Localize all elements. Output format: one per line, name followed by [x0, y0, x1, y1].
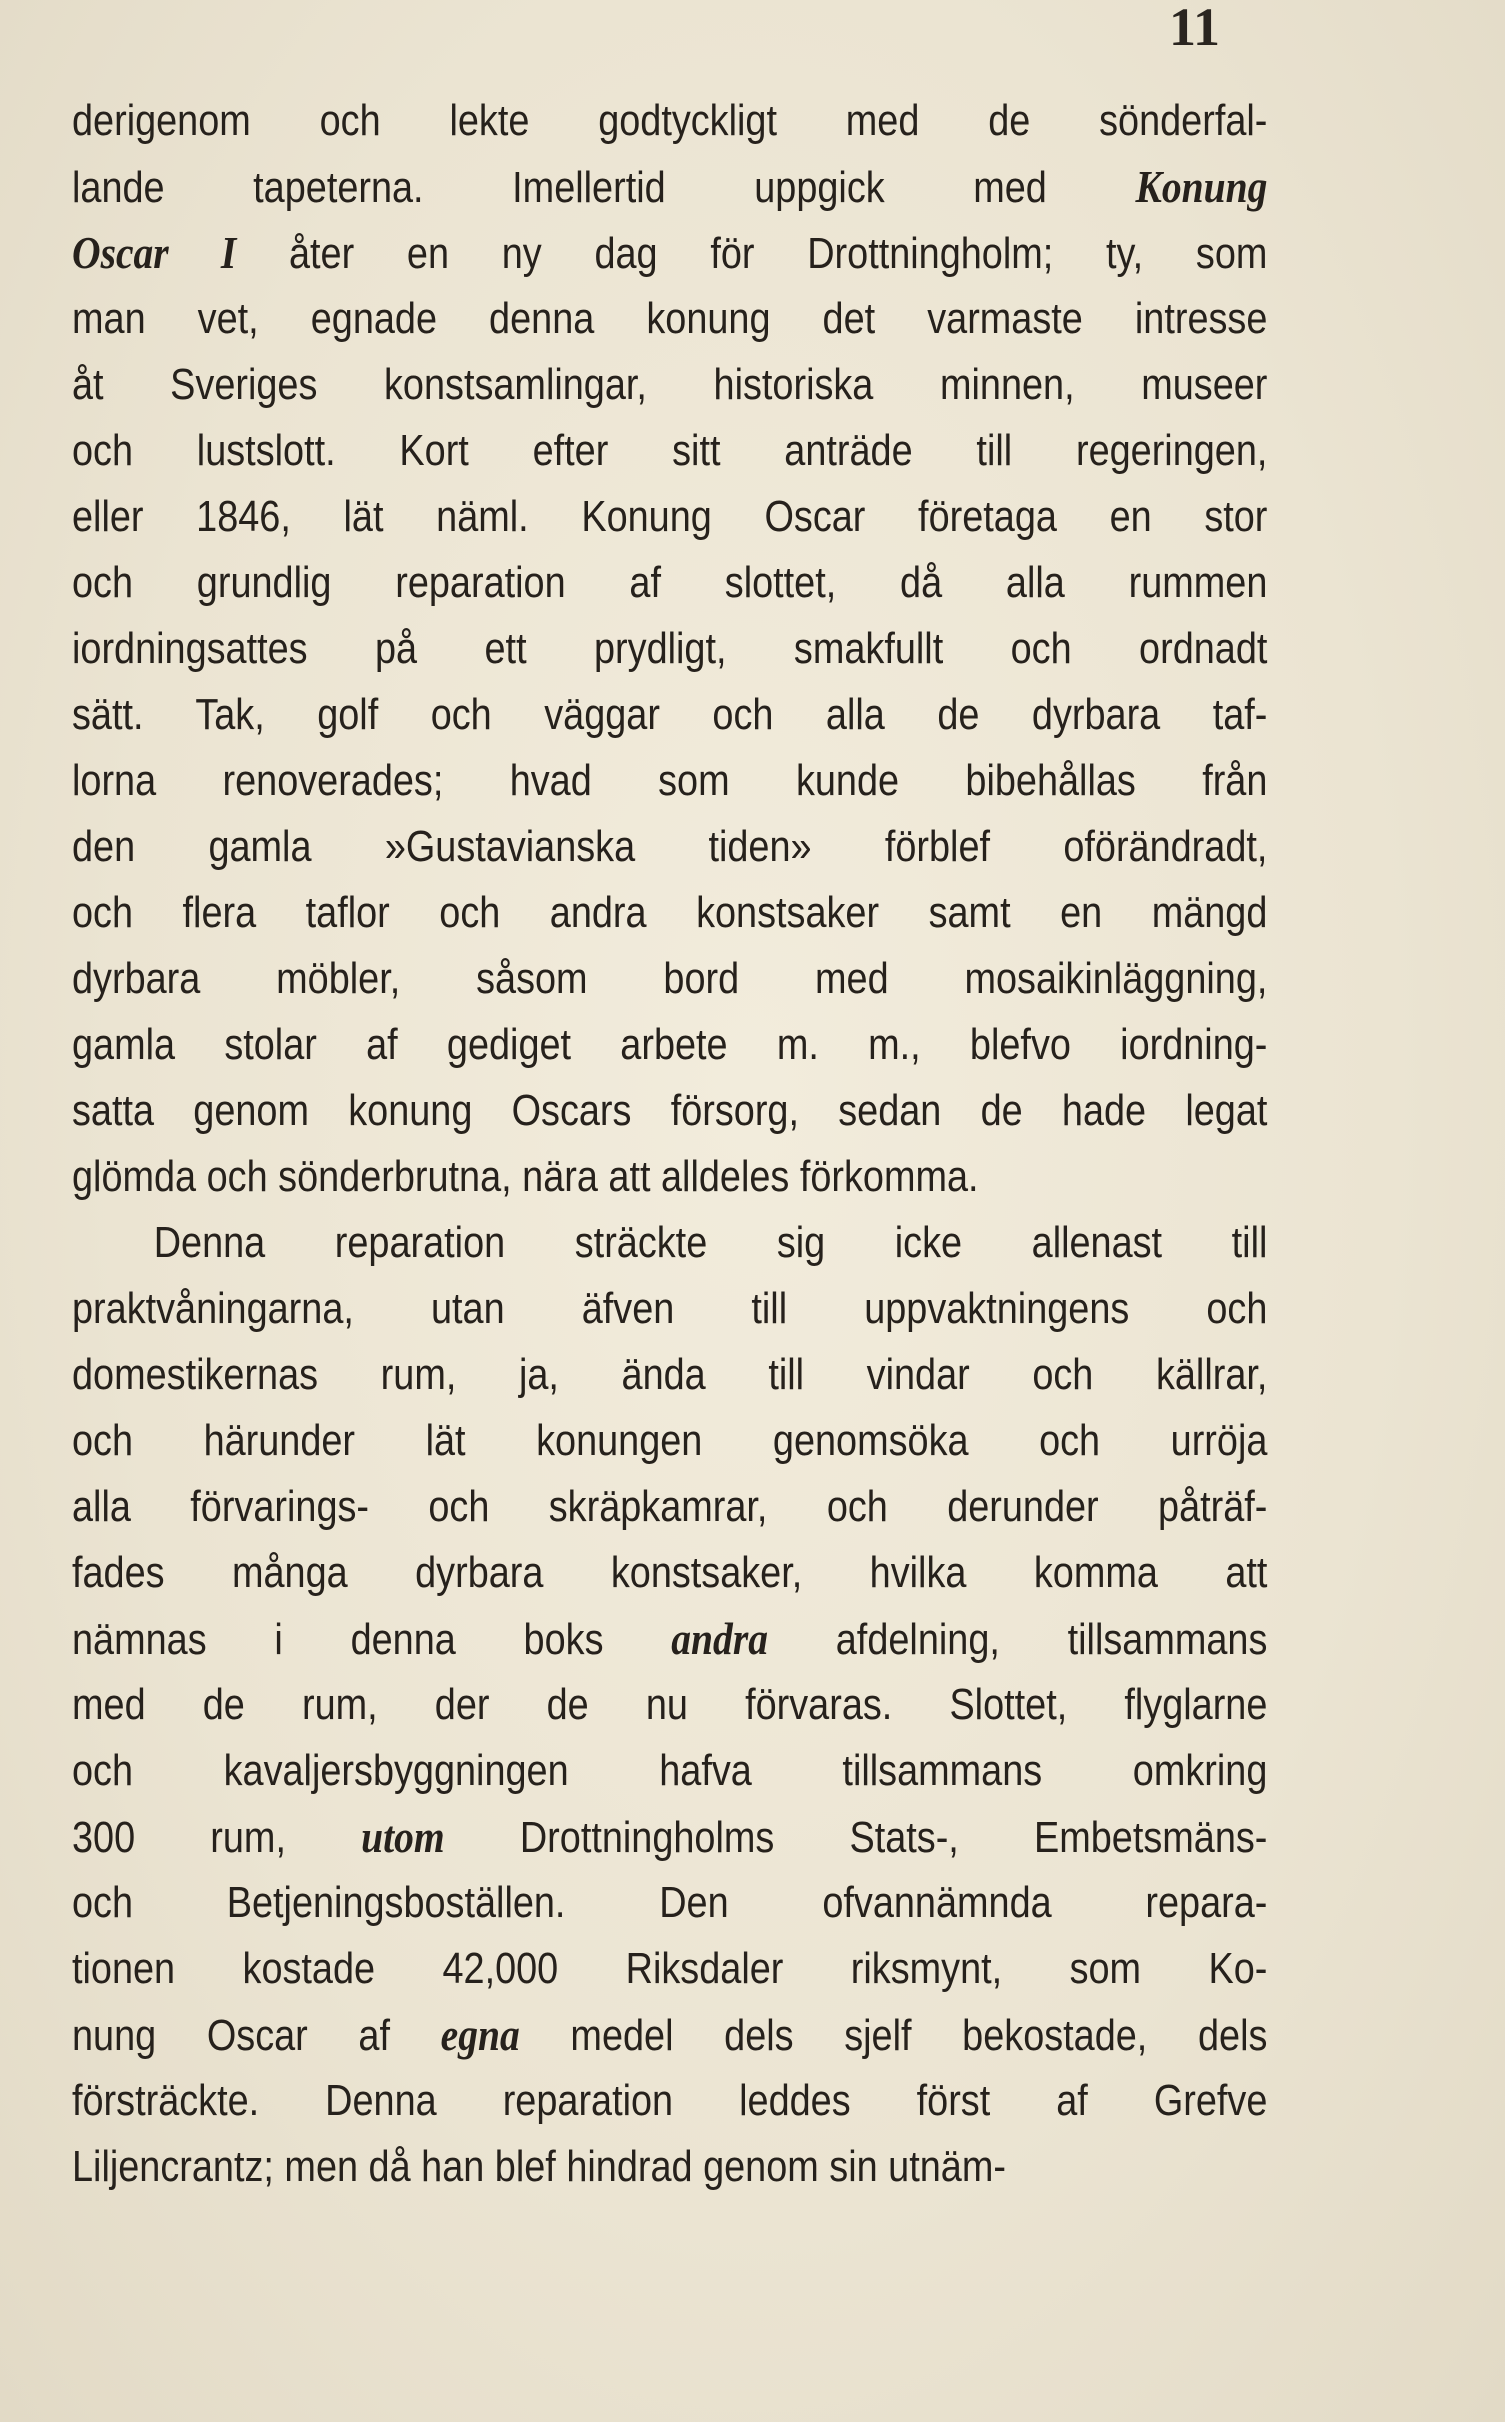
text-line	[72, 2134, 1267, 2200]
page-number: 11	[1168, 0, 1220, 57]
text-segment: 300 rum,	[72, 1813, 362, 1862]
text-line	[72, 946, 1267, 1012]
emphasis-text: Konung	[1135, 161, 1268, 212]
text-segment: nämnas i denna boks	[72, 1615, 672, 1664]
text-segment: försträckte. Denna reparation leddes först af Grefve	[72, 2076, 1268, 2125]
text-segment: med de rum, der de nu förvaras. Slottet, flyglarne	[72, 1680, 1268, 1729]
text-segment: nung Oscar af	[72, 2011, 441, 2060]
text-segment: tionen kostade 42,000 Riksdaler riksmynt, som Ko-	[72, 1944, 1268, 1993]
body-text	[72, 88, 1267, 2200]
text-line	[72, 1606, 1267, 1672]
text-line	[72, 418, 1267, 484]
text-segment: iordningsattes på ett prydligt, smakfullt och ordnadt	[72, 624, 1268, 673]
text-segment: lande tapeterna. Imellertid uppgick med	[72, 163, 1136, 212]
text-line	[72, 1210, 1267, 1276]
text-segment: gamla stolar af gediget arbete m. m., blefvo iordning-	[72, 1020, 1268, 1069]
text-line	[72, 1804, 1267, 1870]
emphasis-text: egna	[440, 2009, 520, 2060]
text-line	[72, 1540, 1267, 1606]
text-line	[72, 1474, 1267, 1540]
text-segment: dyrbara möbler, såsom bord med mosaikinläggning,	[72, 954, 1268, 1003]
text-line	[72, 1078, 1267, 1144]
text-line	[72, 748, 1267, 814]
emphasis-text: andra	[671, 1613, 768, 1664]
emphasis-text: Oscar I	[72, 227, 237, 278]
text-segment: och flera taflor och andra konstsaker samt en mängd	[72, 888, 1268, 937]
text-line	[72, 352, 1267, 418]
text-line	[72, 1870, 1267, 1936]
text-line	[72, 154, 1267, 220]
text-segment: Liljencrantz; men då han blef hindrad genom sin utnäm-	[72, 2142, 1006, 2191]
text-segment: och Betjeningsboställen. Den ofvannämnda repara-	[72, 1878, 1268, 1927]
text-segment: alla förvarings- och skräpkamrar, och derunder påträf-	[72, 1482, 1268, 1531]
text-segment: eller 1846, lät näml. Konung Oscar företaga en stor	[72, 492, 1268, 541]
text-segment: åt Sveriges konstsamlingar, historiska minnen, museer	[72, 360, 1268, 409]
text-segment: och kavaljersbyggningen hafva tillsammans omkring	[72, 1746, 1268, 1795]
text-segment: och härunder lät konungen genomsöka och urröja	[72, 1416, 1268, 1465]
text-segment: sätt. Tak, golf och väggar och alla de dyrbara taf-	[72, 690, 1268, 739]
text-segment: man vet, egnade denna konung det varmaste intresse	[72, 294, 1268, 343]
text-line	[72, 550, 1267, 616]
text-line	[72, 1672, 1267, 1738]
text-segment: medel dels sjelf bekostade, dels	[519, 2011, 1268, 2060]
text-line	[72, 1936, 1267, 2002]
text-segment: domestikernas rum, ja, ända till vindar och källrar,	[72, 1350, 1268, 1399]
text-line	[72, 2002, 1267, 2068]
text-line	[72, 1738, 1267, 1804]
text-segment: afdelning, tillsammans	[767, 1615, 1268, 1664]
text-segment: praktvåningarna, utan äfven till uppvaktningens och	[72, 1284, 1268, 1333]
text-segment: den gamla »Gustavianska tiden» förblef oförändradt,	[72, 822, 1268, 871]
text-line	[72, 814, 1267, 880]
text-line	[72, 1342, 1267, 1408]
text-segment: fades många dyrbara konstsaker, hvilka komma att	[72, 1548, 1268, 1597]
text-segment: och lustslott. Kort efter sitt anträde till regeringen,	[72, 426, 1268, 475]
text-line	[72, 1144, 1267, 1210]
emphasis-text: utom	[361, 1811, 445, 1862]
text-segment: Denna reparation sträckte sig icke allenast till	[153, 1218, 1268, 1267]
text-line	[72, 1012, 1267, 1078]
text-line	[72, 484, 1267, 550]
text-line	[72, 88, 1267, 154]
text-segment: satta genom konung Oscars försorg, sedan de hade legat	[72, 1086, 1268, 1135]
text-line	[72, 2068, 1267, 2134]
text-segment: lorna renoverades; hvad som kunde bibehållas från	[72, 756, 1268, 805]
text-line	[72, 880, 1267, 946]
text-line	[72, 286, 1267, 352]
text-line	[72, 682, 1267, 748]
text-segment: Drottningholms Stats-, Embetsmäns-	[444, 1813, 1268, 1862]
text-segment: derigenom och lekte godtyckligt med de sönderfal-	[72, 96, 1268, 145]
text-line	[72, 1276, 1267, 1342]
text-line	[72, 616, 1267, 682]
text-segment: och grundlig reparation af slottet, då alla rummen	[72, 558, 1268, 607]
text-segment: glömda och sönderbrutna, nära att alldeles förkomma.	[72, 1152, 979, 1201]
text-line	[72, 220, 1267, 286]
text-segment: åter en ny dag för Drottningholm; ty, som	[236, 229, 1268, 278]
text-line	[72, 1408, 1267, 1474]
